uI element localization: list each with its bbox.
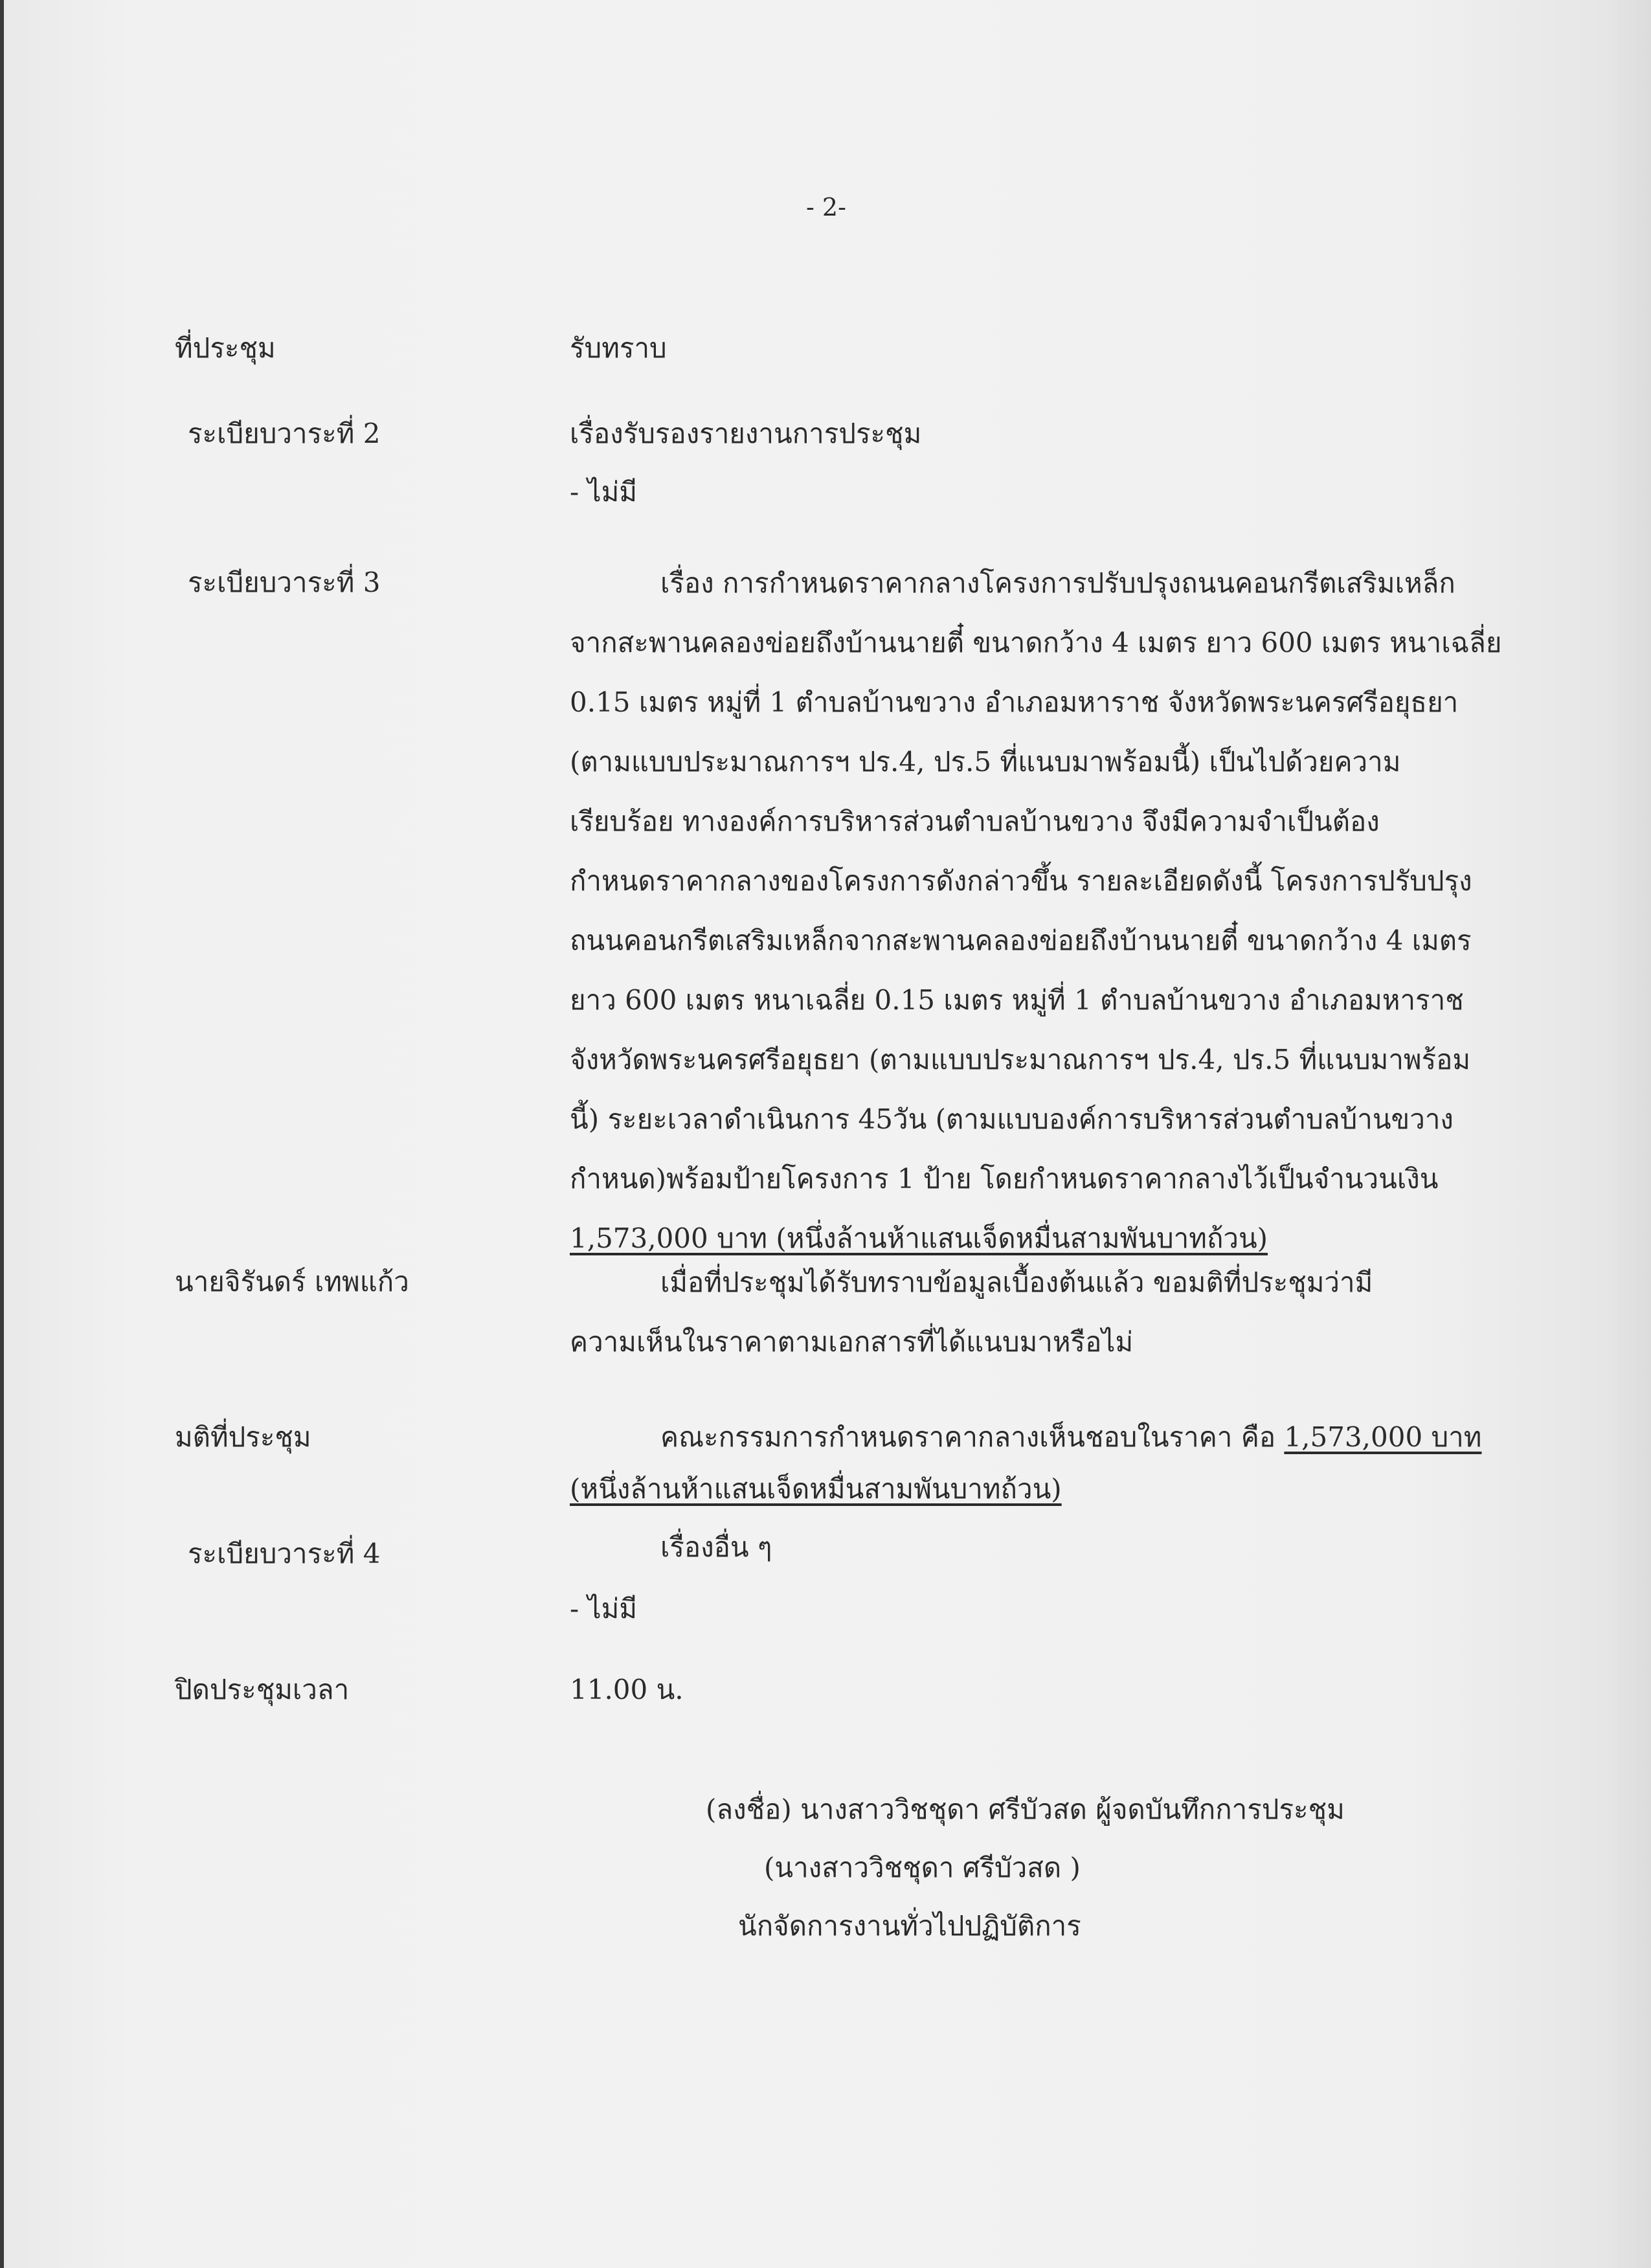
meeting-ack-label: ที่ประชุม — [175, 332, 276, 364]
agenda3-label: ระเบียบวาระที่ 3 — [188, 567, 381, 598]
closing-time: 11.00 น. — [570, 1674, 684, 1705]
agenda3-line: กำหนดราคากลางของโครงการดังกล่าวขึ้น รายละเอียดดังนี้ โครงการปรับปรุง — [570, 865, 1472, 897]
agenda4-item: - ไม่มี — [570, 1593, 638, 1624]
resolution-text: คณะกรรมการกำหนดราคากลางเห็นชอบในราคา คือ — [660, 1421, 1285, 1453]
meeting-ack-text: รับทราบ — [570, 332, 667, 364]
agenda3-line: เรียบร้อย ทางองค์การบริหารส่วนตำบลบ้านขวาง จึงมีความจำเป็นต้อง — [570, 805, 1380, 837]
agenda4-label: ระเบียบวาระที่ 4 — [188, 1538, 381, 1569]
speaker-line: ความเห็นในราคาตามเอกสารที่ได้แนบมาหรือไม่ — [570, 1326, 1134, 1358]
signature-position: นักจัดการงานทั่วไปปฏิบัติการ — [738, 1910, 1081, 1942]
agenda3-line: ถนนคอนกรีตเสริมเหล็กจากสะพานคลองข่อยถึงบ้านนายตี๋ ขนาดกว้าง 4 เมตร — [570, 925, 1472, 956]
speaker-label: นายจิรันดร์ เทพแก้ว — [175, 1266, 409, 1297]
signature-name: (นางสาววิชชุดา ศรีบัวสด ) — [764, 1852, 1081, 1883]
agenda3-line: กำหนด)พร้อมป้ายโครงการ 1 ป้าย โดยกำหนดราคากลางไว้เป็นจำนวนเงิน — [570, 1163, 1439, 1195]
scan-left-edge — [0, 0, 4, 2268]
agenda3-paragraph — [570, 554, 1502, 1268]
resolution-text-line — [660, 1418, 1481, 1457]
agenda3-line: นี้) ระยะเวลาดำเนินการ 45วัน (ตามแบบองค์การบริหารส่วนตำบลบ้านขวาง — [570, 1103, 1454, 1135]
agenda2-item: - ไม่มี — [570, 476, 638, 508]
signature-signed: (ลงชื่อ) นางสาววิชชุดา ศรีบัวสด ผู้จดบันทึกการประชุม — [706, 1793, 1345, 1825]
page-number: - 2- — [806, 193, 846, 221]
resolution-amount: 1,573,000 บาท — [1284, 1421, 1482, 1453]
agenda3-amount-line: 1,573,000 บาท (หนึ่งล้านห้าแสนเจ็ดหมื่นสามพันบาทถ้วน) — [570, 1222, 1268, 1254]
resolution-label: มติที่ประชุม — [175, 1421, 311, 1453]
agenda4-title: เรื่องอื่น ๆ — [660, 1531, 772, 1563]
agenda3-line: เรื่อง การกำหนดราคากลางโครงการปรับปรุงถนนคอนกรีตเสริมเหล็ก — [660, 567, 1455, 599]
speaker-line: เมื่อที่ประชุมได้รับทราบข้อมูลเบื้องต้นแล้ว ขอมติที่ประชุมว่ามี — [660, 1266, 1373, 1298]
agenda3-line: 0.15 เมตร หมู่ที่ 1 ตำบลบ้านขวาง อำเภอมหาราช จังหวัดพระนครศรีอยุธยา — [570, 686, 1459, 718]
scan-right-shade — [1606, 0, 1651, 2268]
agenda2-title: เรื่องรับรองรายงานการประชุม — [570, 418, 922, 449]
agenda3-line: จังหวัดพระนครศรีอยุธยา (ตามแบบประมาณการฯ ปร.4, ปร.5 ที่แนบมาพร้อม — [570, 1044, 1471, 1075]
agenda3-line: (ตามแบบประมาณการฯ ปร.4, ปร.5 ที่แนบมาพร้อมนี้) เป็นไปด้วยความ — [570, 746, 1401, 778]
closing-label: ปิดประชุมเวลา — [175, 1674, 350, 1705]
agenda3-line: ยาว 600 เมตร หนาเฉลี่ย 0.15 เมตร หมู่ที่ 1 ตำบลบ้านขวาง อำเภอมหาราช — [570, 984, 1464, 1016]
agenda3-line: จากสะพานคลองข่อยถึงบ้านนายตี๋ ขนาดกว้าง 4 เมตร ยาว 600 เมตร หนาเฉลี่ย — [570, 627, 1502, 658]
speaker-paragraph — [570, 1253, 1470, 1372]
resolution-amount-words: (หนึ่งล้านห้าแสนเจ็ดหมื่นสามพันบาทถ้วน) — [570, 1473, 1062, 1505]
agenda2-label: ระเบียบวาระที่ 2 — [188, 418, 381, 449]
